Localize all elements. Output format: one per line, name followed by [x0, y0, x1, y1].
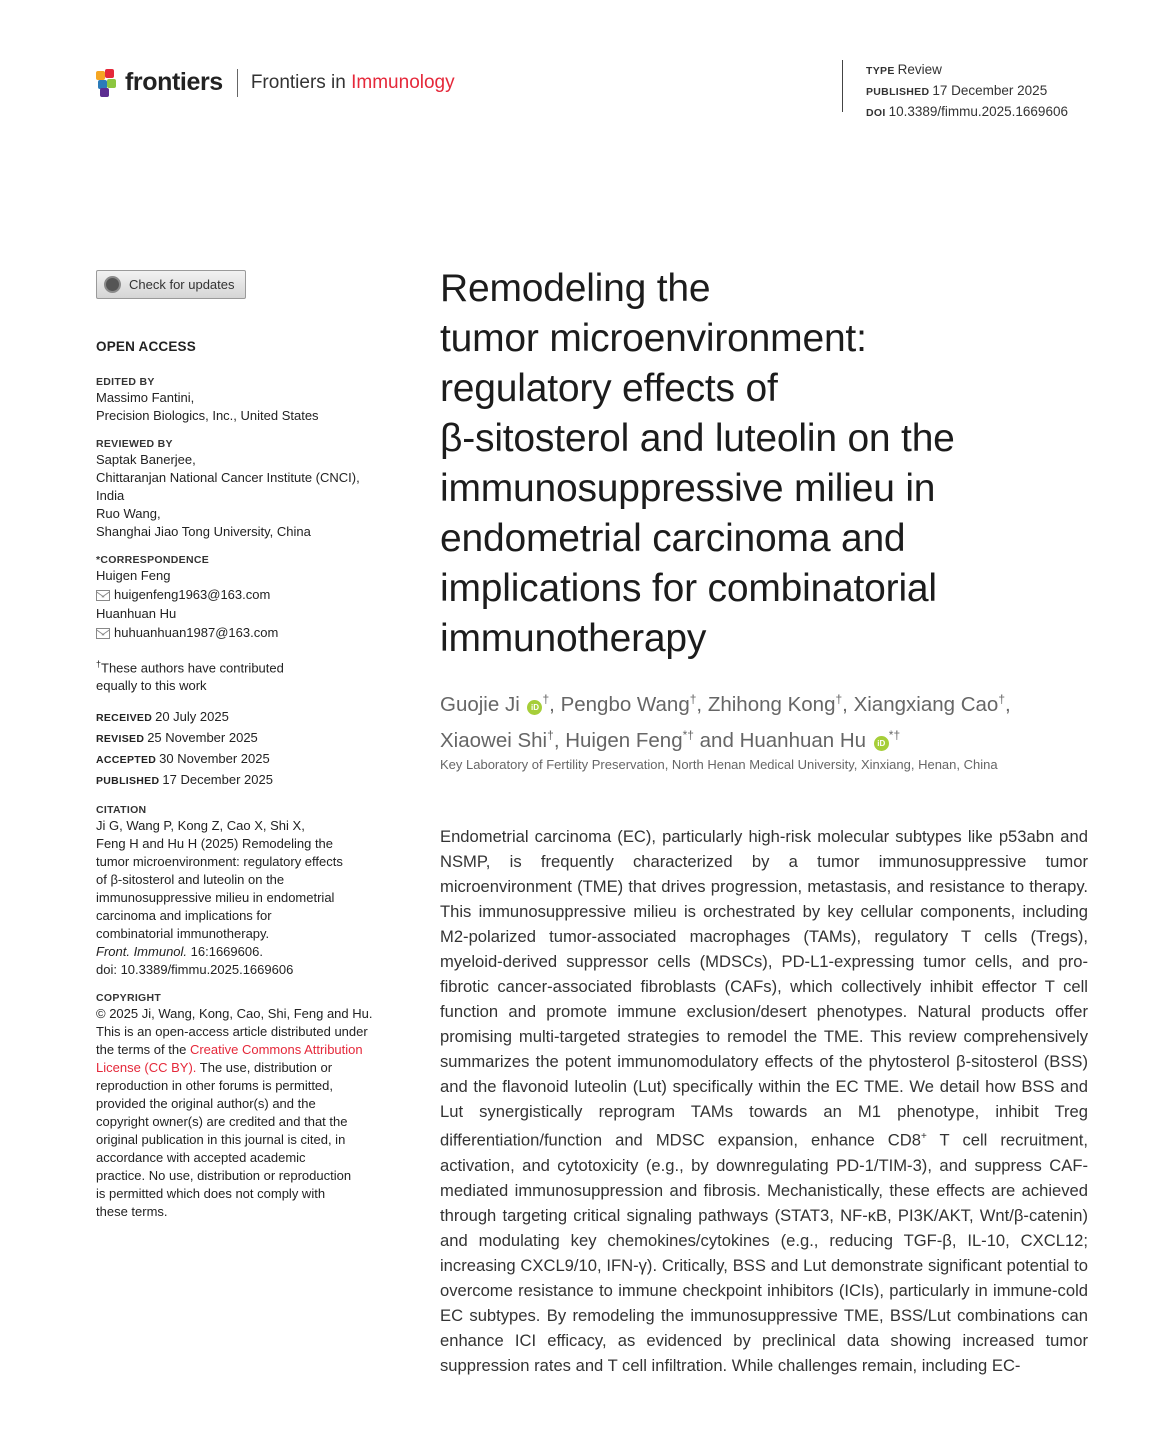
article-title: Remodeling the tumor microenvironment: regulatory effects of β-sitosterol and luteolin on the immunosuppressive milieu in endometrial carcinoma and implications for combinatorial immunotherapy	[440, 267, 955, 660]
email-link[interactable]: huigenfeng1963@163.com	[114, 587, 271, 602]
open-access-label: OPEN ACCESS	[96, 339, 196, 354]
email-link[interactable]: huhuanhuan1987@163.com	[114, 625, 279, 640]
brand-name: frontiers	[125, 68, 223, 96]
meta-divider	[842, 60, 843, 112]
logo-divider	[237, 69, 238, 97]
edited-by: EDITED BY Massimo Fantini, Precision Biologics, Inc., United States	[96, 376, 319, 423]
author-name[interactable]: Huanhuan Hu	[739, 728, 867, 752]
citation-doi[interactable]: doi: 10.3389/fimmu.2025.1669606	[96, 962, 294, 978]
journal-name: Frontiers in Immunology	[250, 71, 455, 93]
orcid-icon[interactable]: iD	[527, 700, 542, 715]
author-name[interactable]: Xiangxiang Cao	[853, 692, 999, 716]
abstract: Endometrial carcinoma (EC), particularly high-risk molecular subtypes like p53abn and NSMP, is frequently characterized by a tumor immunosuppressive tumor microenvironment (TME) that drives progression, metastasis, and resistance to therapy. This immunosuppressive milieu is orchestrated by key cellular components, including M2-polarized tumor-associated macrophages (TAMs), regulatory T cells (Tregs), myeloid-derived suppressor cells (MDSCs), PD-L1-expressing tumor cells, and pro-fibrotic cancer-associated fibroblasts (CAFs), which collectively inhibit effector T cell function and promote immune exclusion/desert phenotypes. Natural products offer promising multi-targeted strategies to remodel the TME. This review comprehensively summarizes the potent immunomodulatory effects of the phytosterol β-sitosterol (BSS) and the flavonoid luteolin (Lut) specifically within the EC TME. We detail how BSS and Lut synergistically reprogram TAMs towards an M1 phenotype, inhibit Treg differentiation/function and MDSC expansion, enhance CD8+ T cell recruitment, activation, and cytotoxicity (e.g., by downregulating PD-1/TIM-3), and suppress CAF-mediated immunosuppression and fibrosis. Mechanistically, these effects are achieved through targeting critical signaling pathways (STAT3, NF-κB, PI3K/AKT, Wnt/β-catenin) and modulating key chemokines/cytokines (e.g., reducing TGF-β, IL-10, CXCL12; increasing CXCL9/10, IFN-γ). Critically, BSS and Lut demonstrate significant potential to overcome resistance to immune checkpoint inhibitors (ICIs), particularly in immune-cold EC subtypes. By remodeling the immunosuppressive TME, BSS/Lut combinations can enhance ICI efficacy, as evidenced by preclinical data showing increased tumor suppression rates and T cell infiltration. While challenges remain, including EC-	[440, 827, 1088, 1375]
update-icon	[104, 276, 121, 293]
article-meta: TYPE Review PUBLISHED 17 December 2025 DOI 10.3389/fimmu.2025.1669606	[866, 62, 1068, 119]
author-name[interactable]: Huigen Feng	[565, 728, 683, 752]
orcid-icon[interactable]: iD	[874, 736, 889, 751]
author-name[interactable]: Xiaowei Shi	[440, 728, 548, 752]
citation: CITATION Ji G, Wang P, Kong Z, Cao X, Shi X, Feng H and Hu H (2025) Remodeling the tumor microenvironment: regulatory effects of β-sitosterol and luteolin on the immunosuppressive milieu in endometrial carcinoma and implications for combinatorial immunotherapy. Front. Immunol. 16:1669606. doi: 10.3389/fimmu.2025.1669606	[96, 803, 396, 979]
author-list: Guojie Ji iD†, Pengbo Wang†, Zhihong Kong†, Xiangxiang Cao†, Xiaowei Shi†, Huigen Feng*† and Huanhuan Hu iD*†	[440, 692, 1011, 752]
correspondence: *CORRESPONDENCE Huigen Feng huigenfeng1963@163.com Huanhuan Hu huhuanhuan1987@163.com	[96, 553, 396, 643]
cc-by-license-link[interactable]: Creative Commons Attribution	[189, 1042, 363, 1058]
email-icon	[96, 590, 110, 601]
frontiers-mark-icon	[96, 69, 120, 97]
affiliation: Key Laboratory of Fertility Preservation, North Henan Medical University, Xinxiang, Henan, China	[440, 757, 998, 772]
sidebar	[96, 338, 396, 1233]
check-for-updates-button[interactable]: Check for updates	[96, 270, 246, 299]
copyright: COPYRIGHT © 2025 Ji, Wang, Kong, Cao, Shi, Feng and Hu. This is an open-access article distributed under the terms of the Creative Commons Attribution License (CC BY). The use, distribution or reproduction in other forums is permitted, provided the original author(s) and the copyright owner(s) are credited and that the original publication in this journal is cited, in accordance with accepted academic practice. No use, distribution or reproduction is permitted which does not comply with these terms.	[96, 992, 373, 1220]
author-name[interactable]: Zhihong Kong	[707, 692, 836, 716]
author-name[interactable]: Guojie Ji	[440, 692, 520, 716]
email-icon	[96, 628, 110, 639]
equal-contribution-note: †These authors have contributed equally to this work	[96, 659, 284, 694]
article-dates: RECEIVED 20 July 2025 REVISED 25 November 2025 ACCEPTED 30 November 2025 PUBLISHED 17 December 2025	[96, 709, 273, 788]
cc-by-license-link-cont[interactable]: License (CC BY).	[96, 1060, 197, 1076]
doi-link[interactable]: 10.3389/fimmu.2025.1669606	[888, 104, 1068, 119]
frontiers-logo[interactable]	[96, 68, 455, 97]
author-name[interactable]: Pengbo Wang	[560, 692, 690, 716]
reviewed-by: REVIEWED BY Saptak Banerjee, Chittaranjan National Cancer Institute (CNCI), India Ruo Wang, Shanghai Jiao Tong University, China	[96, 438, 360, 539]
